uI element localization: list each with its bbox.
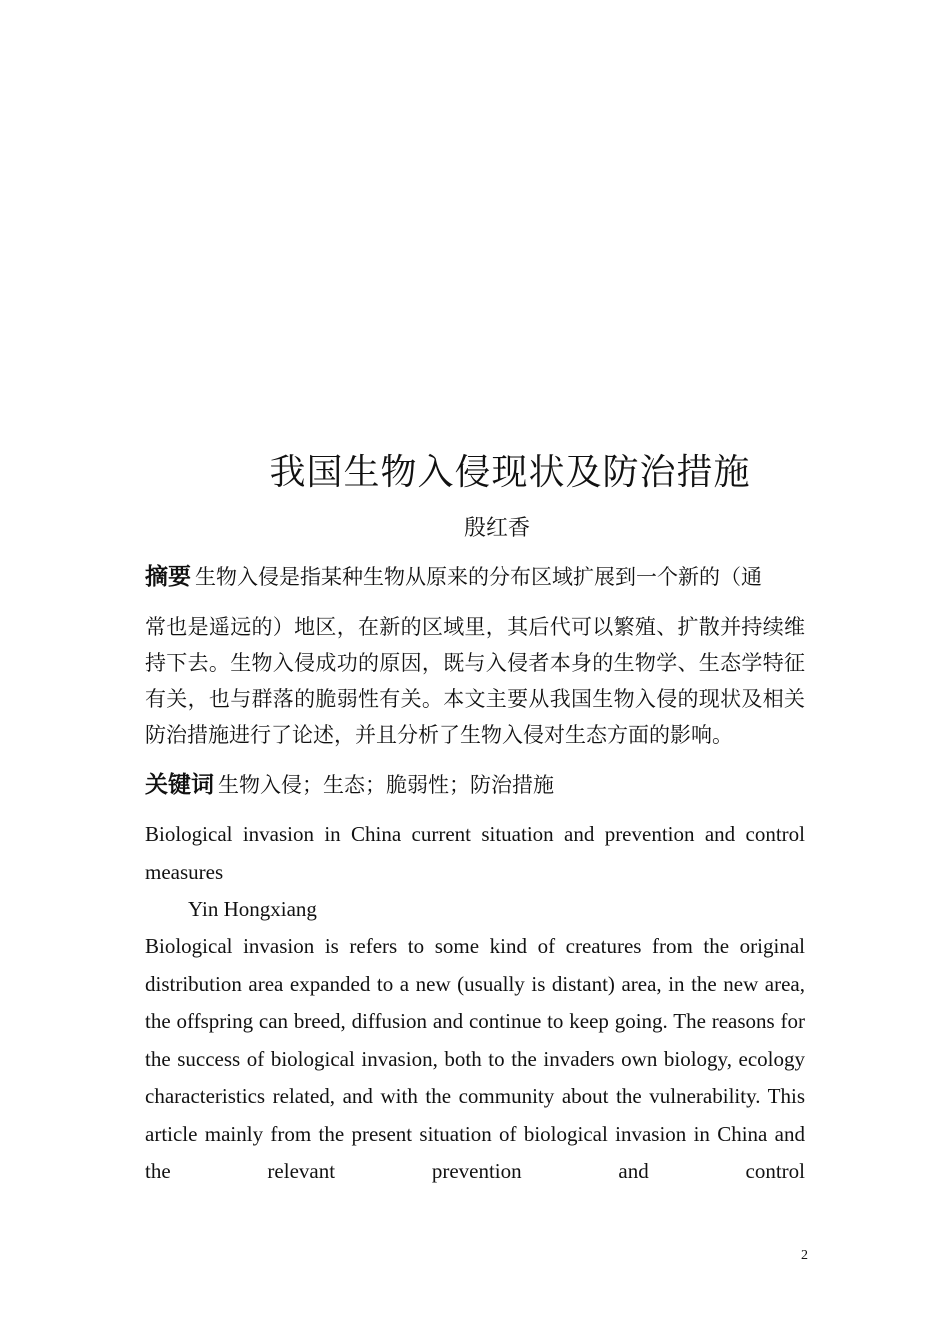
english-abstract: Biological invasion is refers to some kind of creatures from the original distribution area expanded to a new (usually is distant) area, in the new area, the offspring can breed, diffusion and continue to keep going. The reasons for the success of biological invasion, both to the invaders own biology, ecology characteristics related, and with the community about the vulnerability. This article mainly from the present situation of biological invasion in China and the relevant prevention and control — [145, 934, 805, 1183]
page-title: 我国生物入侵现状及防治措施 — [269, 452, 751, 493]
keywords-section — [145, 767, 805, 803]
english-title: Biological invasion in China current situation and prevention and control measures — [145, 822, 805, 884]
english-author: Yin Hongxiang — [188, 897, 317, 921]
keywords-text: 生物入侵；生态；脆弱性；防治措施 — [218, 773, 554, 797]
abstract-first-line — [145, 557, 805, 597]
abstract-label: 摘要 — [145, 564, 191, 590]
abstract-section — [145, 557, 805, 753]
abstract-text-rest: 常也是遥远的）地区，在新的区域里，其后代可以繁殖、扩散并持续维持下去。生物入侵成功的原因，既与入侵者本身的生物学、生态学特征有关，也与群落的脆弱性有关。本文主要从我国生物入侵的现状及相关防治措施进行了论述，并且分析了生物入侵对生态方面的影响。 — [145, 615, 805, 747]
author-name: 殷红香 — [463, 516, 530, 541]
keywords-label: 关键词 — [145, 772, 214, 798]
page-number: 2 — [801, 1248, 808, 1263]
abstract-text-line1: 生物入侵是指某种生物从原来的分布区域扩展到一个新的（通 — [195, 565, 762, 589]
